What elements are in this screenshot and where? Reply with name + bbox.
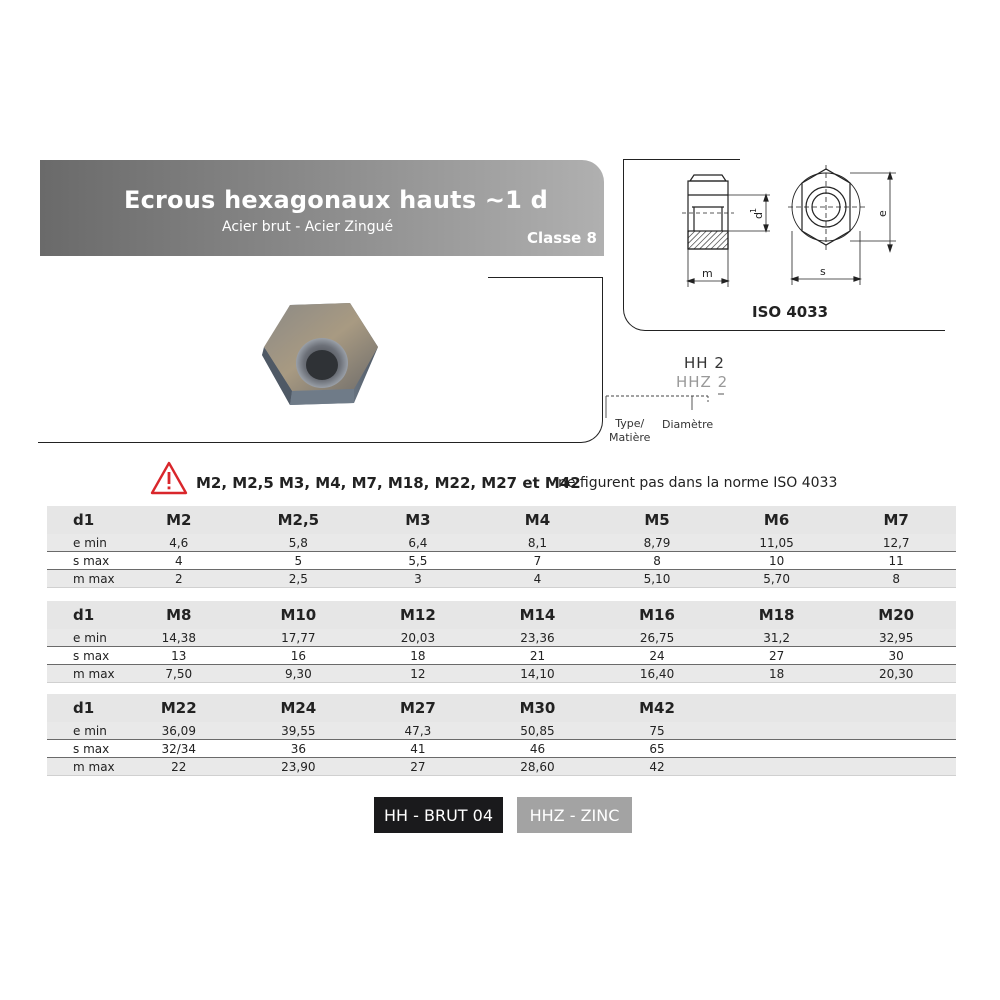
header-cell: M27 bbox=[358, 694, 478, 722]
header-cell: M10 bbox=[239, 601, 359, 629]
code-hh: HH 2 bbox=[684, 354, 725, 372]
table-cell: 32/34 bbox=[119, 740, 239, 758]
warning-sizes: M2, M2,5 M3, M4, M7, M18, M22, M27 et M42 bbox=[196, 474, 581, 492]
header-cell: M24 bbox=[239, 694, 359, 722]
table-cell: 41 bbox=[358, 740, 478, 758]
row-label: e min bbox=[47, 722, 119, 740]
row-label: m max bbox=[47, 758, 119, 776]
header-cell: M5 bbox=[597, 506, 717, 534]
header-cell: M3 bbox=[358, 506, 478, 534]
spec-table-2 bbox=[47, 601, 956, 683]
table-cell: 17,77 bbox=[239, 629, 359, 647]
table-cell: 27 bbox=[358, 758, 478, 776]
row-label: e min bbox=[47, 629, 119, 647]
table-cell: 4 bbox=[478, 570, 598, 588]
table-cell: 18 bbox=[717, 665, 837, 683]
table-cell: 31,2 bbox=[717, 629, 837, 647]
table-cell: 5,70 bbox=[717, 570, 837, 588]
header-cell: M42 bbox=[597, 694, 717, 722]
table-cell: 39,55 bbox=[239, 722, 359, 740]
header-cell: M30 bbox=[478, 694, 598, 722]
row-label: s max bbox=[47, 552, 119, 570]
table-cell bbox=[836, 740, 956, 758]
table-row bbox=[47, 740, 956, 758]
dim-d1-label: d bbox=[752, 212, 765, 219]
header-cell: d1 bbox=[47, 601, 119, 629]
table-cell: 36,09 bbox=[119, 722, 239, 740]
row-label: e min bbox=[47, 534, 119, 552]
table-cell: 65 bbox=[597, 740, 717, 758]
table-cell: 14,38 bbox=[119, 629, 239, 647]
dim-m-label: m bbox=[702, 267, 713, 280]
header-cell: M6 bbox=[717, 506, 837, 534]
table-cell: 10 bbox=[717, 552, 837, 570]
header-cell: d1 bbox=[47, 506, 119, 534]
header-cell bbox=[717, 694, 837, 722]
table-header-row bbox=[47, 694, 956, 722]
table-cell: 42 bbox=[597, 758, 717, 776]
header-cell: M4 bbox=[478, 506, 598, 534]
class-label: Classe 8 bbox=[527, 229, 597, 247]
dim-s-label: s bbox=[820, 265, 826, 278]
header-cell: M20 bbox=[836, 601, 956, 629]
table-cell: 11 bbox=[836, 552, 956, 570]
table-cell: 21 bbox=[478, 647, 598, 665]
table-row bbox=[47, 629, 956, 647]
header-cell: M2,5 bbox=[239, 506, 359, 534]
header-cell: M7 bbox=[836, 506, 956, 534]
table-cell: 9,30 bbox=[239, 665, 359, 683]
table-cell: 2,5 bbox=[239, 570, 359, 588]
table-cell: 28,60 bbox=[478, 758, 598, 776]
table-cell: 47,3 bbox=[358, 722, 478, 740]
hex-nut-photo bbox=[250, 285, 390, 420]
header-cell: d1 bbox=[47, 694, 119, 722]
table-cell: 8,1 bbox=[478, 534, 598, 552]
table-cell: 5,8 bbox=[239, 534, 359, 552]
technical-drawing bbox=[670, 165, 900, 290]
table-cell: 11,05 bbox=[717, 534, 837, 552]
table-row bbox=[47, 722, 956, 740]
table-cell: 36 bbox=[239, 740, 359, 758]
table-cell: 13 bbox=[119, 647, 239, 665]
header-cell: M12 bbox=[358, 601, 478, 629]
table-cell: 16 bbox=[239, 647, 359, 665]
table-cell: 5,10 bbox=[597, 570, 717, 588]
table-cell: 23,90 bbox=[239, 758, 359, 776]
table-cell bbox=[836, 722, 956, 740]
row-label: s max bbox=[47, 647, 119, 665]
table-cell: 6,4 bbox=[358, 534, 478, 552]
table-cell: 5,5 bbox=[358, 552, 478, 570]
spec-table-1 bbox=[47, 506, 956, 588]
hhz-zinc-button[interactable]: HHZ - ZINC bbox=[517, 797, 632, 833]
table-cell bbox=[717, 758, 837, 776]
table-row bbox=[47, 758, 956, 776]
table-cell: 3 bbox=[358, 570, 478, 588]
code-type-line1: Type/ bbox=[615, 417, 645, 430]
header-cell: M16 bbox=[597, 601, 717, 629]
table-cell: 12,7 bbox=[836, 534, 956, 552]
table-cell: 75 bbox=[597, 722, 717, 740]
table-cell: 26,75 bbox=[597, 629, 717, 647]
table-row bbox=[47, 552, 956, 570]
table-cell: 7 bbox=[478, 552, 598, 570]
table-cell: 4,6 bbox=[119, 534, 239, 552]
table-cell: 2 bbox=[119, 570, 239, 588]
row-label: m max bbox=[47, 570, 119, 588]
iso-norm-label: ISO 4033 bbox=[752, 303, 829, 321]
table-header-row bbox=[47, 601, 956, 629]
warning-text: ne figurent pas dans la norme ISO 4033 bbox=[558, 475, 838, 491]
code-diameter-label: Diamètre bbox=[662, 418, 714, 431]
table-cell: 22 bbox=[119, 758, 239, 776]
table-cell: 20,03 bbox=[358, 629, 478, 647]
table-cell: 18 bbox=[358, 647, 478, 665]
top-view bbox=[788, 165, 896, 285]
table-cell: 5 bbox=[239, 552, 359, 570]
table-cell: 27 bbox=[717, 647, 837, 665]
hh-brut-button[interactable]: HH - BRUT 04 bbox=[374, 797, 503, 833]
table-cell bbox=[717, 722, 837, 740]
side-view bbox=[682, 175, 770, 287]
table-cell bbox=[836, 758, 956, 776]
table-cell: 24 bbox=[597, 647, 717, 665]
row-label: s max bbox=[47, 740, 119, 758]
header-cell: M2 bbox=[119, 506, 239, 534]
page-subtitle: Acier brut - Acier Zingué bbox=[222, 219, 394, 235]
table-row bbox=[47, 665, 956, 683]
table-cell: 14,10 bbox=[478, 665, 598, 683]
warning-icon bbox=[150, 461, 188, 495]
header-cell: M18 bbox=[717, 601, 837, 629]
table-cell: 23,36 bbox=[478, 629, 598, 647]
code-type-label bbox=[609, 417, 650, 445]
header-cell bbox=[836, 694, 956, 722]
table-cell: 7,50 bbox=[119, 665, 239, 683]
table-row bbox=[47, 647, 956, 665]
table-cell: 20,30 bbox=[836, 665, 956, 683]
table-cell: 32,95 bbox=[836, 629, 956, 647]
table-cell: 12 bbox=[358, 665, 478, 683]
table-cell: 50,85 bbox=[478, 722, 598, 740]
header-cell: M22 bbox=[119, 694, 239, 722]
header-cell: M8 bbox=[119, 601, 239, 629]
table-cell: 4 bbox=[119, 552, 239, 570]
table-cell: 46 bbox=[478, 740, 598, 758]
code-type-line2: Matière bbox=[609, 431, 651, 444]
table-cell: 30 bbox=[836, 647, 956, 665]
table-cell bbox=[717, 740, 837, 758]
row-label: m max bbox=[47, 665, 119, 683]
code-hhz: HHZ 2 bbox=[676, 373, 729, 391]
page-title: Ecrous hexagonaux hauts ~1 d bbox=[124, 186, 549, 214]
header-cell: M14 bbox=[478, 601, 598, 629]
table-row bbox=[47, 534, 956, 552]
table-row bbox=[47, 570, 956, 588]
table-cell: 8 bbox=[597, 552, 717, 570]
spec-table-3 bbox=[47, 694, 956, 776]
table-cell: 8,79 bbox=[597, 534, 717, 552]
table-header-row bbox=[47, 506, 956, 534]
table-cell: 16,40 bbox=[597, 665, 717, 683]
dim-d1-subscript: 1 bbox=[749, 207, 758, 213]
table-cell: 8 bbox=[836, 570, 956, 588]
dim-e-label: e bbox=[876, 210, 889, 217]
